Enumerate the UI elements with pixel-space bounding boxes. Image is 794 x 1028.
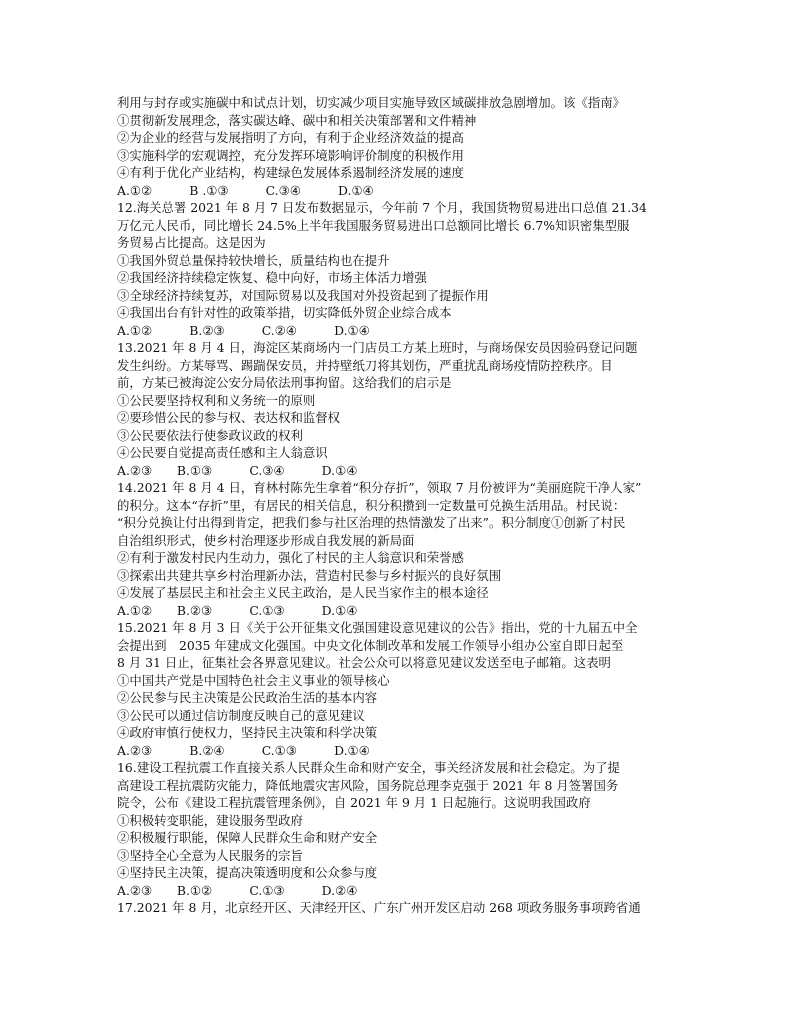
question-content: [117, 94, 677, 917]
answer-choices: A.①② B.②③ C.①③ D.①④: [117, 602, 358, 618]
question-q17-head: [117, 899, 677, 917]
text-line: ①公民要坚持权利和义务统一的原则: [117, 392, 316, 408]
text-line: 前，方某已被海淀公安分局依法刑事拘留。这给我们的启示是: [117, 375, 452, 390]
text-line: ③公民要依法行使参政议政的权利: [117, 427, 303, 443]
text-line: ④公民要自觉提高责任感和主人翁意识: [117, 445, 328, 460]
text-line: 利用与封存或实施碳中和试点计划，切实减少项目实施导致区域碳排放急剧增加。该《指南》: [117, 95, 626, 110]
question-q16: [117, 759, 677, 899]
answer-choices: A.①② B .①③ C.③④ D.①④: [117, 182, 374, 198]
text-line: ②积极履行职能，保障人民群众生命和财产安全: [117, 830, 378, 845]
answer-choices: A.②③ B.②④ C.①③ D.①④: [117, 742, 370, 758]
text-line: ④我国出台有针对性的政策举措，切实降低外贸企业综合成本: [117, 305, 452, 320]
question-q14: [117, 479, 677, 619]
answer-choices: A.②③ B.①③ C.③④ D.①④: [117, 462, 358, 478]
question-q13: [117, 339, 677, 479]
text-line: 8 月 31 日止，征集社会各界意见建议。社会公众可以将意见建议发送至电子邮箱。这表明: [117, 655, 611, 670]
text-line: ③实施科学的宏观调控，充分发挥环境影响评价制度的积极作用: [117, 147, 464, 163]
text-line: ②为企业的经营与发展指明了方向，有利于企业经济效益的提高: [117, 130, 464, 145]
text-line: ①中国共产党是中国特色社会主义事业的领导核心: [117, 672, 390, 688]
text-line: 的积分。这本“存折”里，有居民的相关信息，积分积攒到一定数量可兑换生活用品。村民说：: [117, 497, 626, 513]
text-line: 务贸易占比提高。这是因为: [117, 235, 266, 250]
question-q11-tail: [117, 94, 677, 199]
text-line: 自治组织形式，使乡村治理逐步形成自我发展的新局面: [117, 532, 415, 548]
text-line: ③坚持全心全意为人民服务的宗旨: [117, 847, 303, 863]
text-line: ④坚持民主决策，提高决策透明度和公众参与度: [117, 865, 378, 880]
text-line: 发生纠纷。方某辱骂、踢踹保安员，并持壁纸刀将其划伤，严重扰乱商场疫情防控秩序。目: [117, 357, 613, 373]
text-line: 16.建设工程抗震工作直接关系人民群众生命和财产安全，事关经济发展和社会稳定。为了提: [117, 760, 620, 775]
text-line: 高建设工程抗震防灾能力，降低地震灾害风险，国务院总理李克强于 2021 年 8 月签署国务: [117, 777, 619, 793]
text-line: 15.2021 年 8 月 3 日《关于公开征集文化强国建设意见建议的公告》指出，党的十九届五中全: [117, 620, 638, 635]
text-line: ④发展了基层民主和社会主义民主政治，是人民当家作主的根本途径: [117, 585, 489, 600]
text-line: 院令，公布《建设工程抗震管理条例》，自 2021 年 9 月 1 日起施行。这说明我国政府: [117, 795, 591, 810]
text-line: ①我国外贸总量保持较快增长，质量结构也在提升: [117, 252, 390, 268]
text-line: ④有利于优化产业结构，构建绿色发展体系遏制经济发展的速度: [117, 165, 464, 180]
text-line: 会提出到 2035 年建成文化强国。中央文化体制改革和发展工作领导小组办公室自即日起至: [117, 637, 624, 653]
question-q15: [117, 619, 677, 759]
text-line: ③全球经济持续复苏，对国际贸易以及我国对外投资起到了提振作用: [117, 287, 489, 303]
text-line: 万亿元人民币，同比增长 24.5%上半年我国服务贸易进出口总额同比增长 6.7%知识密集型服: [117, 217, 630, 233]
text-line: 14.2021 年 8 月 4 日，育林村陈先生拿着“积分存折”，领取 7 月份被评为“美丽庭院干净人家”: [117, 480, 642, 495]
answer-choices: A.②③ B.①② C.①③ D.②④: [117, 882, 358, 898]
text-line: 17.2021 年 8 月，北京经开区、天津经开区、广东广州开发区启动 268 项政务服务事项跨省通: [117, 900, 641, 915]
text-line: ②有利于激发村民内生动力，强化了村民的主人翁意识和荣誉感: [117, 550, 464, 565]
text-line: “积分兑换让付出得到肯定，把我们参与社区治理的热情激发了出来”。积分制度①创新了村民: [117, 515, 626, 530]
text-line: ①积极转变职能，建设服务型政府: [117, 812, 303, 828]
text-line: ②我国经济持续稳定恢复、稳中向好，市场主体活力增强: [117, 270, 427, 285]
text-line: ④政府审慎行使权力，坚持民主决策和科学决策: [117, 725, 378, 740]
text-line: ②要珍惜公民的参与权、表达权和监督权: [117, 410, 341, 425]
text-line: ①贯彻新发展理念，落实碳达峰、碳中和相关决策部署和文件精神: [117, 112, 477, 128]
answer-choices: A.①② B.②③ C.②④ D.①④: [117, 322, 370, 338]
text-line: ②公民参与民主决策是公民政治生活的基本内容: [117, 690, 378, 705]
text-line: ③公民可以通过信访制度反映自己的意见建议: [117, 707, 365, 723]
text-line: ③探索出共建共享乡村治理新办法，营造村民参与乡村振兴的良好氛围: [117, 567, 502, 583]
text-line: 13.2021 年 8 月 4 日，海淀区某商场内一门店员工方某上班时，与商场保安员因验码登记问题: [117, 340, 638, 355]
text-line: 12.海关总署 2021 年 8 月 7 日发布数据显示，今年前 7 个月，我国货物贸易进出口总值 21.34: [117, 200, 647, 215]
question-q12: [117, 199, 677, 339]
